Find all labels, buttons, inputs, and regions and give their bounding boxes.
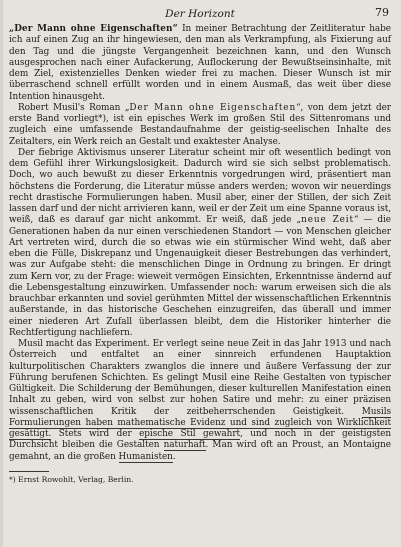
paragraph-2-text-b: “, von dem jetzt der erste Band vorliegt*), ist ein episches Werk im großen Stil des Sittenromans und zugleich eine umfassende Bestandaufnahme der geistig-seelischen Inhalte des Zeitalters, ein Werk reich an Gestalt und exaktester Analyse.: [9, 102, 391, 147]
paragraph-4-text-mid: Stets wird der: [51, 429, 140, 439]
novel-title-spaced: Der Mann ohne Eigenschaften: [129, 102, 297, 113]
paragraph-4-text-d: .: [172, 451, 176, 462]
page-number: 79: [375, 6, 389, 19]
paragraph-4-text-c: . Man wird oft an Proust, an Montaigne gemahnt, an die großen: [9, 440, 392, 462]
neue-zeit-spaced: neue Zeit: [301, 215, 355, 226]
paragraph-3-text-a: Der fiebrige Aktivismus unserer Literatur scheint mir oft wesentlich bedingt von dem Gefühl ihrer Wirkungslosigkeit. Dadurch wird sie sich selbst problematisch. Doch, wo auch bewußt zu dieser Erkenntnis vorgedrungen wird, präsentiert man höchstens die Forderung, die Literatur müsse anders werden; wovon wir neuerdings recht drastische Formulierungen haben. Musil aber, einer der Stillen, der sich Zeit lassen darf und der nicht arrivieren kann, weil er der Zeit um eine Spanne voraus ist, weiß, daß es darauf gar nicht ankommt. Er weiß, daß jede „: [9, 147, 391, 226]
paragraph-3-text-b: “ — die Generationen haben da nur einen verschiedenen Standort — von Menschen gleicher Art vertreten wird, durch die so etwas wie ein stürmischer Wind weht, daß aber eben die Fülle, Diskrepanz und Ungenauigkeit dieser Bestrebungen das verhindert, was zur Aufgabe steht: die menschlichen Dinge in Ordnung zu bringen. Er dringt zum Kern vor, zu der Frage: wieweit vermögen Einsichten, Erkenntnisse ändernd auf die Lebensgestaltung einzuwirken. Umfassender noch: warum erweisen sich die als brauchbar erkannten und soviel gerühmten Mittel der wissenschaftlichen Erkenntnis außerstande, in das historische Geschehen einzugreifen, das überall und immer einer niederen Art Zufall überlassen bleibt, dem die Historiker hinterher die Rechtfertigung nachliefern.: [9, 215, 391, 338]
footnote: *) Ernst Rowohlt, Verlag, Berlin.: [9, 474, 134, 484]
page-edge-shadow: [0, 0, 3, 547]
paragraph-4-text-b: , und noch in der geistigsten Durchsicht bleiben die Gestalten: [9, 429, 391, 451]
paragraph-1-text: In meiner Betrachtung der Zeitliteratur habe ich auf einen Zug an ihr hingewiesen, den man als Verkrampfung, als Fixierung auf den Tag und die jüngste Vergangenheit bezeichnen kann, und den Wunsch ausgesprochen nach einer Aufackerung, Auflockerung der Bewußtseinsinhalte, mit dem Ziel, existenzielles Denken wieder frei zu machen. Dieser Wunsch ist mir überraschend schnell erfüllt worden und in einem Ausmaß, das weit über diese Intention hinausgeht.: [9, 24, 391, 102]
paragraph-3: [9, 148, 391, 339]
underlined-passage-2: epische Stil gewahrt: [139, 429, 241, 439]
footnote-rule: [9, 471, 49, 472]
running-header: [9, 6, 391, 24]
running-header-title: Der Horizont: [165, 8, 235, 20]
paragraph-1: [9, 24, 391, 103]
article-body: [9, 24, 391, 463]
paragraph-2: [9, 103, 391, 148]
paragraph-4: [9, 339, 391, 463]
paragraph-2-text-a: Robert Musil's Roman „: [18, 102, 130, 113]
underlined-passage-3: naturhaft: [163, 440, 206, 451]
article-lead-title: „Der Mann ohne Eigenschaften“: [9, 24, 178, 34]
underlined-passage-1: Musils Formulierungen haben mathematische Evidenz und sind zugleich von Wirklichkeit gesättigt.: [9, 406, 391, 439]
underlined-passage-4: Humanisten: [118, 451, 173, 462]
paragraph-4-text-a: Musil macht das Experiment. Er verlegt seine neue Zeit in das Jahr 1913 und nach Österreich und entfaltet an einer sinnreich erfundenen Hauptaktion kulturpolitischen Charakters zwanglos die innere und äußere Verfassung der zur Führung berufenen Schichten. Es gelingt Musil eine Reihe Gestalten von typischer Gültigkeit. Die Schilderung der Bemühungen, dieser kulturellen Manifestation einen Inhalt zu geben, wird von selbst zur hohen Satire und mehr: zu einer präzisen wissenschaftlichen Kritik der zeitbeherrschenden Geistigkeit.: [9, 339, 391, 417]
